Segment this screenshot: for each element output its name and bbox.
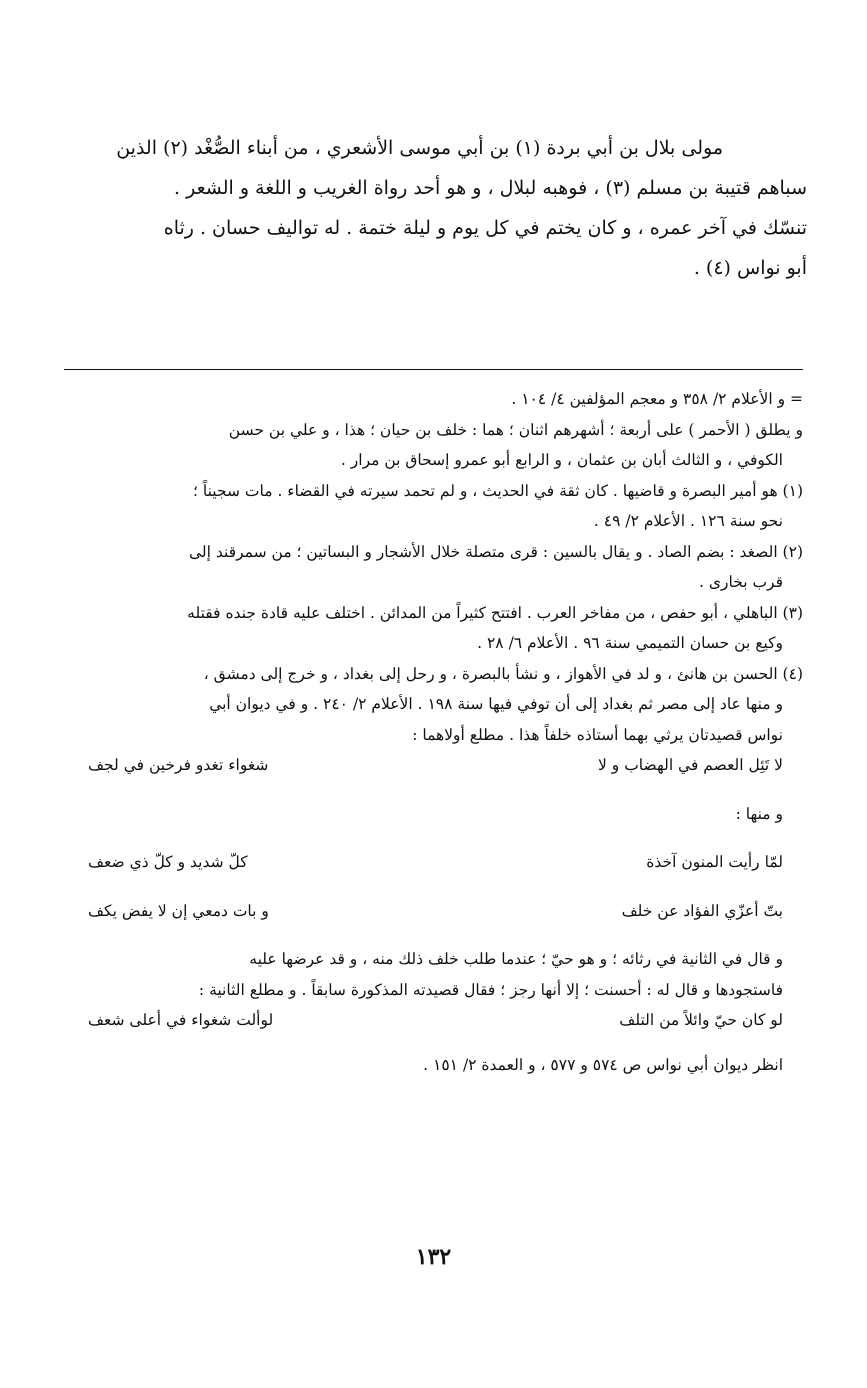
footnote-ahmar-line: و يطلق ( الأحمر ) على أربعة ؛ أشهرهم اثنان ؛ هما : خلف بن حيان ؛ هذا ، و علي بن حسن (228, 420, 803, 439)
footnote-continuation: = و الأعلام ٢/ ٣٥٨ و معجم المؤلفين ٤/ ١٠٤ . (511, 390, 803, 408)
main-text-line: سباهم قتيبة بن مسلم (٣) ، فوهبه لبلال ، و هو أحد رواة الغريب و اللغة و الشعر . (174, 177, 807, 199)
footnote-second-poem-line: فاستجودها و قال له : أحسنت ؛ إلا أنها رجز ؛ فقال قصيدته المذكورة سابقاً . و مطلع الثانية : (198, 980, 783, 999)
poem-verse (64, 896, 803, 927)
verse-first-hemistich: بتّ أعزّي الفؤاد عن خلف (621, 901, 783, 920)
footnote-second-poem-line: و قال في الثانية في رثائه ؛ و هو حيّ ؛ عندما طلب خلف ذلك منه ، و قد عرضها عليه (249, 950, 783, 968)
footnote-3-line: وكيع بن حسان التميمي سنة ٩٦ . الأعلام ٦/ ٢٨ . (477, 634, 783, 652)
footnote-2-line: (٢) الصغد : بضم الصاد . و يقال بالسين : قرى متصلة خلال الأشجار و البساتين ؛ من سمرقند إلى (189, 542, 803, 561)
verse-first-hemistich: لو كان حيّ وائلاً من التلف (619, 1011, 783, 1029)
footnote-4-line: و منها عاد إلى مصر ثم بغداد إلى أن توفي فيها سنة ١٩٨ . الأعلام ٢/ ٢٤٠ . و في ديوان أبي (209, 695, 783, 713)
verse-second-hemistich: لوألت شغواء في أعلى شعف (88, 1011, 274, 1029)
poem-verse (64, 750, 803, 781)
main-text-line: أبو نواس (٤) . (693, 257, 807, 279)
main-text-line: مولى بلال بن أبي بردة (١) بن أبي موسى الأشعري ، من أبناء الصُّغْد (٢) الذين (116, 137, 723, 159)
footnote-ahmar-line: الكوفي ، و الثالث أبان بن عثمان ، و الرابع أبو عمرو إسحاق بن مرار . (340, 451, 783, 469)
poem-verse (64, 1005, 803, 1036)
footnote-1-line: (١) هو أمير البصرة و قاضيها . كان ثقة في الحديث ، و لم تحمد سيرته في القضاء . مات سجيناً ؛ (193, 481, 803, 500)
page-number: ١٣٢ (415, 1244, 452, 1270)
main-text-line: تنسّك في آخر عمره ، و كان يختم في كل يوم و ليلة ختمة . له تواليف حسان . رثاه (163, 217, 807, 239)
footnote-reference: انظر ديوان أبي نواس ص ٥٧٤ و ٥٧٧ ، و العمدة ٢/ ١٥١ . (423, 1055, 783, 1074)
verse-second-hemistich: شغواء تغدو فرخين في لجف (88, 756, 269, 774)
footnote-3-line: (٣) الباهلي ، أبو حفص ، من مفاخر العرب . افتتح كثيراً من المدائن . اختلف عليه قادة جنده فقتله (187, 603, 803, 622)
footnote-4-line: نواس قصيدتان يرثي بهما أستاذه خلفاً هذا . مطلع أولاهما : (412, 725, 783, 744)
poem-verse (64, 847, 803, 878)
verse-first-hemistich: لمّا رأيت المنون آخذة (646, 853, 783, 871)
main-text-block (60, 128, 807, 288)
footnote-4-line: (٤) الحسن بن هانئ ، و لد في الأهواز ، و نشأ بالبصرة ، و رحل إلى بغداد ، و خرج إلى دمشق ، (203, 664, 803, 683)
footnote-and-from-it: و منها : (735, 804, 783, 823)
verse-second-hemistich: و بات دمعي إن لا يفض يكف (88, 901, 269, 920)
footnote-2-line: قرب بخارى . (699, 573, 783, 591)
footnote-1-line: نحو سنة ١٢٦ . الأعلام ٢/ ٤٩ . (593, 512, 783, 530)
verse-second-hemistich: كلّ شديد و كلّ ذي ضعف (88, 853, 248, 871)
footnotes-block (64, 384, 803, 1080)
verse-first-hemistich: لا تَئِل العصم في الهضاب و لا (598, 756, 783, 774)
footnote-separator-rule (64, 369, 803, 370)
